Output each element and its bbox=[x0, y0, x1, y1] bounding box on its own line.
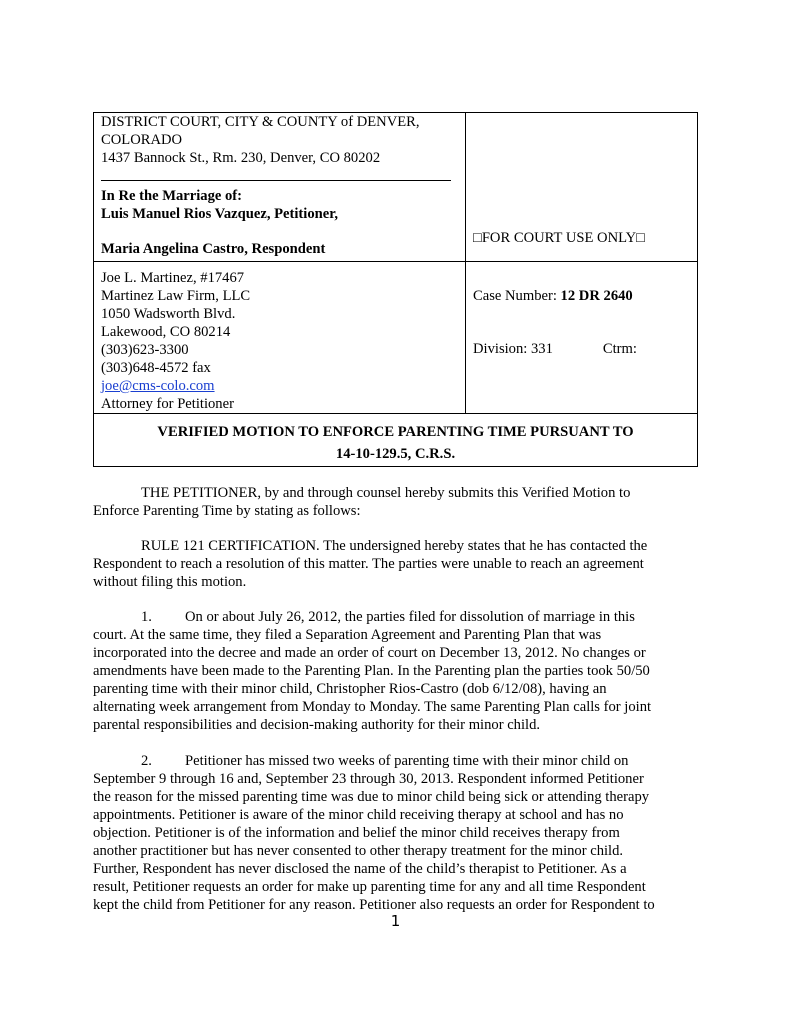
paragraph-1-line-4: amendments have been made to the Parenting Plan. In the Parenting plan the parties took 50/50 bbox=[93, 663, 650, 679]
attorney-firm: Martinez Law Firm, LLC bbox=[101, 288, 251, 304]
certification-line-3: without filing this motion. bbox=[93, 574, 247, 590]
attorney-fax: (303)648-4572 fax bbox=[101, 360, 211, 376]
attorney-phone: (303)623-3300 bbox=[101, 342, 189, 358]
paragraph-2-line-5: objection. Petitioner is of the information and belief the minor child receives therapy from bbox=[93, 825, 620, 841]
paragraph-1-line-1: On or about July 26, 2012, the parties filed for dissolution of marriage in this bbox=[185, 609, 635, 625]
motion-title bbox=[94, 414, 697, 466]
case-number-value: 12 DR 2640 bbox=[560, 288, 633, 304]
paragraph-2-line-8: result, Petitioner requests an order for make up parenting time for any and all time Respondent bbox=[93, 879, 646, 895]
paragraph-2-line-6: another practitioner but has never consented to other therapy treatment for the minor child. bbox=[93, 843, 624, 859]
paragraph-2-line-4: appointments. Petitioner is aware of the minor child receiving therapy at school and has no bbox=[93, 807, 624, 823]
attorney-name: Joe L. Martinez, #17467 bbox=[101, 270, 245, 286]
marriage-heading: In Re the Marriage of: bbox=[101, 188, 243, 204]
intro-line-1: THE PETITIONER, by and through counsel hereby submits this Verified Motion to bbox=[141, 485, 631, 501]
court-address: 1437 Bannock St., Rm. 230, Denver, CO 80202 bbox=[101, 150, 381, 166]
paragraph-1-line-2: court. At the same time, they filed a Separation Agreement and Parenting Plan that was bbox=[93, 627, 602, 643]
court-use-cell bbox=[466, 113, 697, 261]
paragraph-2-line-7: Further, Respondent has never disclosed the name of the child’s therapist to Petitioner. As a bbox=[93, 861, 627, 877]
paragraph-1-line-7: parental responsibilities and decision-making authority for their minor child. bbox=[93, 717, 541, 733]
petitioner-name: Luis Manuel Rios Vazquez, Petitioner, bbox=[101, 206, 339, 222]
paragraph-2-line-1: Petitioner has missed two weeks of parenting time with their minor child on bbox=[185, 753, 629, 769]
paragraph-2-number: 2. bbox=[141, 753, 152, 769]
paragraph-1-line-5: parenting time with their minor child, Christopher Rios-Castro (dob 6/12/08), having an bbox=[93, 681, 607, 697]
certification-line-1: RULE 121 CERTIFICATION. The undersigned hereby states that he has contacted the bbox=[141, 538, 648, 554]
attorney-city: Lakewood, CO 80214 bbox=[101, 324, 231, 340]
court-name-line1: DISTRICT COURT, CITY & COUNTY of DENVER, bbox=[101, 114, 420, 130]
court-use-only-label: □FOR COURT USE ONLY□ bbox=[473, 230, 645, 246]
certification-line-2: Respondent to reach a resolution of this matter. The parties were unable to reach an agreement bbox=[93, 556, 644, 572]
court-parties-cell bbox=[94, 113, 466, 261]
division-label: Division: 331 bbox=[473, 341, 553, 357]
court-name-line2: COLORADO bbox=[101, 132, 183, 148]
divider-rule bbox=[101, 180, 451, 181]
paragraph-2-line-2: September 9 through 16 and, September 23 through 30, 2013. Respondent informed Petitioner bbox=[93, 771, 644, 787]
caption-row-court bbox=[94, 113, 697, 262]
attorney-email-link[interactable]: joe@cms-colo.com bbox=[101, 378, 215, 394]
paragraph-2-line-9: kept the child from Petitioner for any reason. Petitioner also requests an order for Respondent to bbox=[93, 897, 655, 913]
paragraph-2 bbox=[93, 752, 698, 914]
caption-row-attorney bbox=[94, 262, 697, 414]
motion-title-line1: VERIFIED MOTION TO ENFORCE PARENTING TIME PURSUANT TO bbox=[157, 424, 634, 440]
case-info-cell bbox=[466, 262, 697, 413]
attorney-street: 1050 Wadsworth Blvd. bbox=[101, 306, 236, 322]
attorney-email-line bbox=[101, 377, 465, 395]
division-line bbox=[473, 340, 697, 358]
paragraph-1-number: 1. bbox=[141, 609, 152, 625]
case-caption-table bbox=[93, 112, 698, 467]
attorney-cell bbox=[94, 262, 466, 413]
courtroom-label: Ctrm: bbox=[602, 341, 637, 357]
certification-paragraph bbox=[93, 537, 698, 591]
case-number-label: Case Number: bbox=[473, 288, 561, 304]
case-number-line bbox=[473, 287, 697, 305]
attorney-role: Attorney for Petitioner bbox=[101, 396, 234, 412]
paragraph-1-line-6: alternating week arrangement from Monday to Monday. The same Parenting Plan calls for joint bbox=[93, 699, 652, 715]
page-number: 1 bbox=[390, 912, 401, 930]
paragraph-2-line-3: the reason for the missed parenting time was due to minor child being sick or attending therapy bbox=[93, 789, 650, 805]
respondent-name: Maria Angelina Castro, Respondent bbox=[101, 241, 326, 257]
paragraph-1 bbox=[93, 608, 698, 734]
paragraph-1-line-3: incorporated into the decree and made an order of court on December 13, 2012. No changes or bbox=[93, 645, 646, 661]
motion-title-line2: 14-10-129.5, C.R.S. bbox=[335, 446, 456, 462]
intro-paragraph bbox=[93, 484, 698, 520]
intro-line-2: Enforce Parenting Time by stating as follows: bbox=[93, 503, 361, 519]
